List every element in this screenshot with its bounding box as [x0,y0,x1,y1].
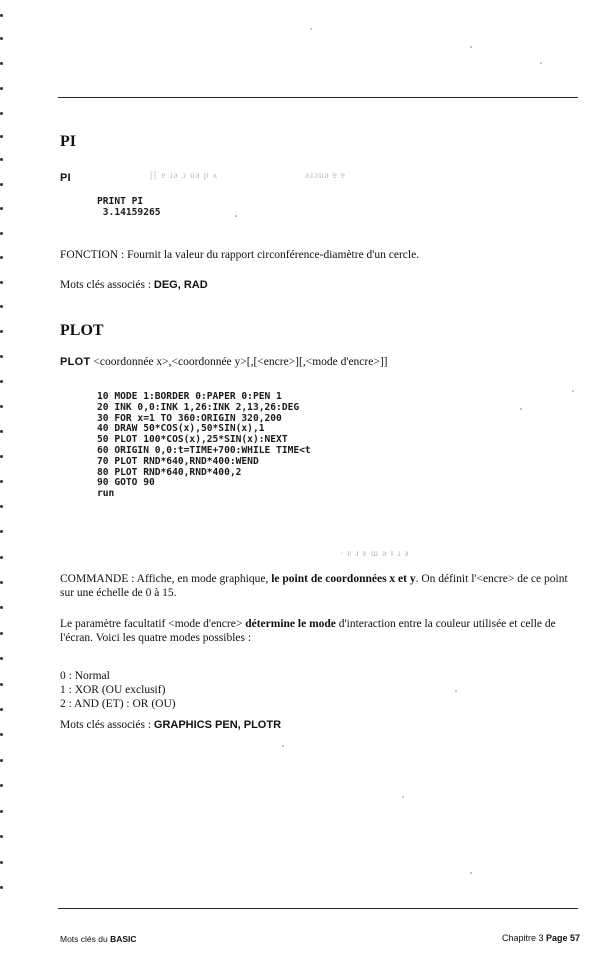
plot-syntax [60,356,387,368]
footer-chapter-title: Mots clés du BASIC [60,934,137,944]
binding-margin [0,0,6,967]
pi-code-example: PRINT PI 3.14159265 [97,196,161,218]
pi-related-keywords [60,278,580,292]
header-rule [58,97,578,98]
related-label: Mots clés associés : [60,279,154,291]
related-label: Mots clés associés : [60,719,154,731]
plot-syntax-params: <coordonnée x>,<coordonnée y>[,[<encre>][,<mode d'encre>]] [90,356,388,368]
pi-syntax-keyword: PI [60,172,71,184]
related-keywords: GRAPHICS PEN, PLOTR [153,719,282,731]
pi-syntax [60,172,71,184]
plot-code-example: 10 MODE 1:BORDER 0:PAPER 0:PEN 1 20 INK 0,0:INK 1,26:INK 2,13,26:DEG 30 FOR x=1 TO 360:ORIGIN 320,200 40 DRAW 50*COS(x),50*SIN(x),1 50 PLOT 100*COS(x),25*SIN(x):NEXT 60 ORIGIN 0,0:t=TIME+700:WHILE TIME<t 70 PLOT RND*640,RND*400:WEND 80 PLOT RND*640,RND*400,2 90 GOTO 90 run [97,391,311,500]
bleed-through-text: [[ ɐ ɹǝ ɔ uǝ p ʌ [150,170,218,180]
pi-function-description: FONCTION : Fournit la valeur du rapport circonférence-diamètre d'un cercle. [60,249,420,261]
footer-page-number: Chapitre 3 Page 57 [501,933,580,943]
plot-param-description: Le paramètre facultatif <mode d'encre> détermine le mode d'interaction entre la couleur utilisée et celle de l'écran. Voici les quatre modes possibles : [60,618,556,644]
plot-syntax-keyword: PLOT [60,356,91,368]
bleed-through-text: · ɐ ɹ ɐ ɯ ǝ ʇ ɹ ǝ [340,548,410,558]
related-keywords: DEG, RAD [153,279,208,291]
ink-mode-list [60,669,580,711]
plot-related-keywords [60,718,580,732]
pi-title: PI [60,133,76,150]
footer-rule [58,908,578,909]
plot-title: PLOT [60,322,104,339]
ink-mode-item: 1 : XOR (OU exclusif) [60,684,166,696]
bleed-through-text: ǝɹɔuǝ ɐ ɐ [305,170,346,180]
plot-command-description: COMMANDE : Affiche, en mode graphique, le point de coordonnées x et y. On définit l'<encre> de ce point sur une échelle de 0 à 15. [60,573,568,599]
ink-mode-item: 2 : AND (ET) : OR (OU) [60,698,176,710]
ink-mode-item: 0 : Normal [60,670,110,682]
